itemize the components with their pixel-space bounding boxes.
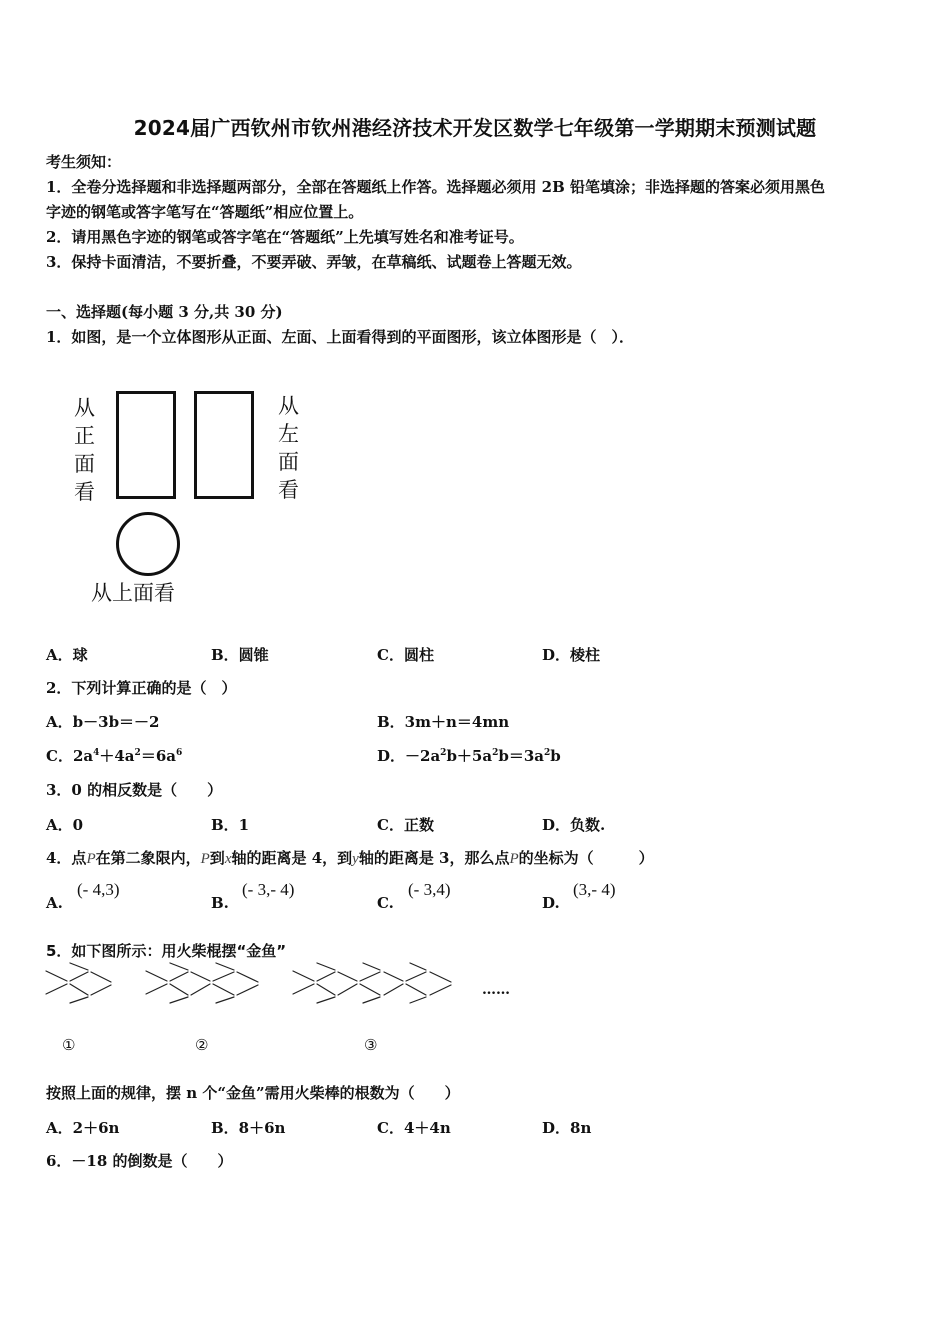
notice-line-2: 字迹的钢笔或答字笔写在“答题纸”相应位置上。 <box>46 203 364 221</box>
q5-option-b[interactable]: B．8＋6n <box>211 1119 286 1137</box>
matchstick-goldfish-figure <box>0 960 560 1030</box>
top-view-circle <box>116 512 180 576</box>
q4-option-a-value: (- 4,3) <box>77 880 120 899</box>
question-1-stem: 1．如图，是一个立体图形从正面、左面、上面看得到的平面图形，该立体图形是（ ）． <box>46 328 634 346</box>
q2-option-d[interactable]: D．$-2a^2b+5a^2b=3a^2b$ <box>377 747 561 765</box>
pattern-ellipsis: …… <box>482 982 510 998</box>
q4-option-c-value: (- 3,4) <box>408 880 451 899</box>
left-view-rectangle <box>194 391 254 499</box>
q3-option-d[interactable]: D．负数. <box>542 816 606 834</box>
notice-line-4: 3．保持卡面清洁，不要折叠，不要弄破、弄皱，在草稿纸、试题卷上答题无效。 <box>46 253 582 271</box>
q1-option-c[interactable]: C．圆柱 <box>377 646 434 664</box>
document-title: 2024届广西钦州市钦州港经济技术开发区数学七年级第一学期期末预测试题 <box>133 116 817 140</box>
top-view-label: 从上面看 <box>91 581 175 605</box>
front-view-label: 从 正 面 看 <box>74 396 95 504</box>
q4-option-d-value: (3,- 4) <box>573 880 616 899</box>
figure-label-2: ② <box>195 1036 209 1054</box>
question-4-stem: 4．点P在第二象限内，P到x轴的距离是 4，到y轴的距离是 3，那么点P的坐标为（ ） <box>46 849 654 867</box>
goldfish-pattern-2 <box>146 963 258 1003</box>
question-3-stem: 3．0 的相反数是（ ） <box>46 781 223 799</box>
front-view-rectangle <box>116 391 176 499</box>
q4-option-d-label[interactable]: D. <box>542 894 560 912</box>
goldfish-pattern-1 <box>46 963 111 1003</box>
section-heading: 一、选择题(每小题 3 分,共 30 分) <box>46 303 283 321</box>
q1-option-d[interactable]: D．棱柱 <box>542 646 601 664</box>
q4-option-c-label[interactable]: C. <box>377 894 394 912</box>
q3-option-a[interactable]: A．0 <box>46 816 84 834</box>
q4-option-a-label[interactable]: A. <box>46 894 63 912</box>
figure-label-3: ③ <box>364 1036 378 1054</box>
q2-option-a[interactable]: A．b－3b＝－2 <box>46 713 160 731</box>
question-5-stem: 5．如下图所示：用火柴棍摆“金鱼” <box>46 942 287 960</box>
notice-heading: 考生须知： <box>46 153 122 171</box>
q5-option-d[interactable]: D．8n <box>542 1119 592 1137</box>
notice-line-1: 1．全卷分选择题和非选择题两部分，全部在答题纸上作答。选择题必须用 2B 铅笔填涂；非选择题的答案必须用黑色 <box>46 178 826 196</box>
left-view-label: 从 左 面 看 <box>278 394 299 502</box>
goldfish-pattern-3 <box>293 963 451 1003</box>
question-6-stem: 6．－18 的倒数是（ ） <box>46 1152 233 1170</box>
question-2-stem: 2．下列计算正确的是（ ） <box>46 679 237 697</box>
q5-option-c[interactable]: C．4＋4n <box>377 1119 451 1137</box>
q2-option-c[interactable]: C．$2a^4+4a^2=6a^6$ <box>46 747 183 765</box>
q3-option-b[interactable]: B．1 <box>211 816 250 834</box>
q4-option-b-value: (- 3,- 4) <box>242 880 295 899</box>
figure-label-1: ① <box>62 1036 76 1054</box>
q1-option-a[interactable]: A．球 <box>46 646 88 664</box>
q3-option-c[interactable]: C．正数 <box>377 816 434 834</box>
q5-option-a[interactable]: A．2＋6n <box>46 1119 120 1137</box>
notice-line-3: 2．请用黑色字迹的钢笔或答字笔在“答题纸”上先填写姓名和准考证号。 <box>46 228 524 246</box>
q4-option-b-label[interactable]: B. <box>211 894 229 912</box>
question-5-followup: 按照上面的规律，摆 n 个“金鱼”需用火柴棒的根数为（ ） <box>46 1084 460 1102</box>
q1-option-b[interactable]: B．圆锥 <box>211 646 269 664</box>
q2-option-b[interactable]: B．3m＋n＝4mn <box>377 713 510 731</box>
